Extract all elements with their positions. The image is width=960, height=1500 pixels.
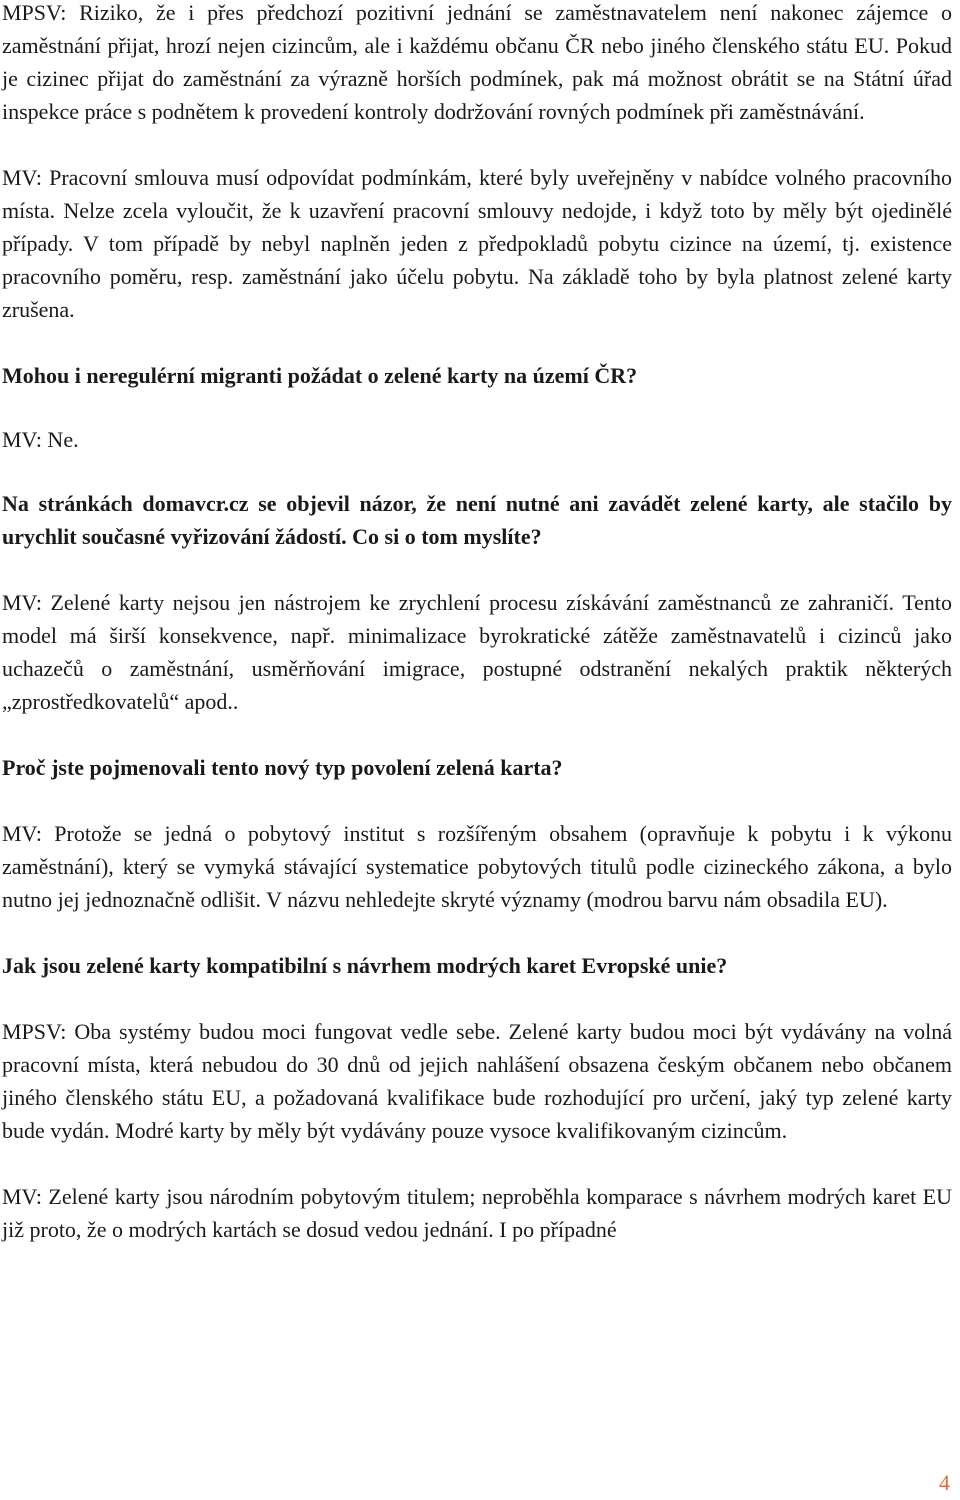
- answer-paragraph-mv-narodni-titul: MV: Zelené karty jsou národním pobytovým titulem; neproběhla komparace s návrhem modrých karet EU již proto, že o modrých kartách se dosud vedou jednání. I po případné: [2, 1184, 952, 1242]
- answer-paragraph-mpsv-riziko: MPSV: Riziko, že i přes předchozí pozitivní jednání se zaměstnavatelem není nakonec zájemce o zaměstnání přijat, hrozí nejen cizincům, ale i každému občanu ČR nebo jiného členského státu EU. Pokud je cizinec přijat do zaměstnání za výrazně horších podmínek, pak má možnost obrátit se na Státní úřad inspekce práce s podnětem k provedení kontroly dodržování rovných podmínek při zaměstnávání.: [2, 0, 952, 124]
- answer-paragraph-mv-pobytovy-institut: MV: Protože se jedná o pobytový institut s rozšířeným obsahem (opravňuje k pobytu i k výkonu zaměstnání), který se vymyká stávající systematice pobytových titulů podle cizineckého zákona, a bylo nutno jej jednoznačně odlišit. V názvu nehledejte skryté významy (modrou barvu nám obsadila EU).: [2, 821, 952, 912]
- question-domavcr: Na stránkách domavcr.cz se objevil názor, že není nutné ani zavádět zelené karty, ale stačilo by urychlit současné vyřizování žádostí. Co si o tom myslíte?: [2, 491, 952, 549]
- answer-paragraph-mv-ne: MV: Ne.: [2, 427, 79, 452]
- question-nazev-zelena-karta: Proč jste pojmenovali tento nový typ povolení zelená karta?: [2, 755, 563, 780]
- answer-paragraph-mv-nastroj: MV: Zelené karty nejsou jen nástrojem ke zrychlení procesu získávání zaměstnanců ze zahraničí. Tento model má širší konsekvence, např. minimalizace byrokratické zátěže zaměstnavatelů i cizinců jako uchazečů o zaměstnání, usměrňování imigrace, postupné odstranění nekalých praktik některých „zprostředkovatelů“ apod..: [2, 590, 952, 714]
- question-modre-karty: Jak jsou zelené karty kompatibilní s návrhem modrých karet Evropské unie?: [2, 953, 728, 978]
- document-body: [2, 0, 952, 1246]
- answer-paragraph-mpsv-oba-systemy: MPSV: Oba systémy budou moci fungovat vedle sebe. Zelené karty budou moci být vydávány na volná pracovní místa, která nebudou do 30 dnů od jejich nahlášení obsazena českým občanem nebo občanem jiného členského státu EU, a požadovaná kvalifikace bude rozhodující pro určení, jaký typ zelené karty bude vydán. Modré karty by měly být vydávány pouze vysoce kvalifikovaným cizincům.: [2, 1019, 952, 1143]
- answer-paragraph-mv-smlouva: MV: Pracovní smlouva musí odpovídat podmínkám, které byly uveřejněny v nabídce volného pracovního místa. Nelze zcela vyloučit, že k uzavření pracovní smlouvy nedojde, i když toto by měly být ojedinělé případy. V tom případě by nebyl naplněn jeden z předpokladů pobytu cizince na území, tj. existence pracovního poměru, resp. zaměstnání jako účelu pobytu. Na základě toho by byla platnost zelené karty zrušena.: [2, 165, 952, 322]
- question-neregulerni-migranti: Mohou i neregulérní migranti požádat o zelené karty na území ČR?: [2, 363, 638, 388]
- page-number: 4: [939, 1470, 950, 1495]
